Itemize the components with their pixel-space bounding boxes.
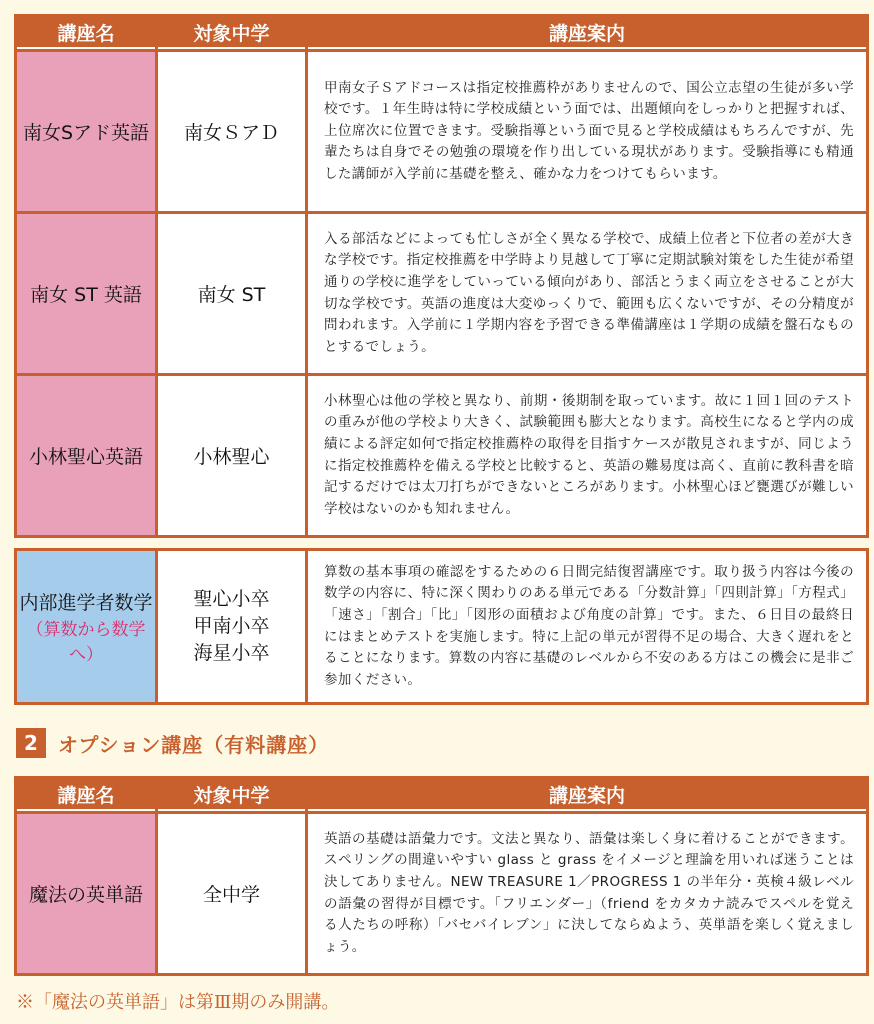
footnote: ※「魔法の英単語」は第Ⅲ期のみ開講。 [16,992,340,1013]
course-name: 南女Sアド英語 [17,52,155,211]
table-row [17,376,866,535]
school-name: 甲南小卒 [193,615,270,637]
math-course-description: 算数の基本事項の確認をするための６日間完結復習講座です。取り扱う内容は今後の数学の内容に、特に深く関わりのある単元である「分数計算」「四則計算」「方程式」「速さ」「割合」「比」「図形の面積および角度の計算」です。また、６日目の最終日にはまとめテストを実施します。特に上記の単元が習得不足の場合、大きく遅れをとることになります。算数の内容に基礎のレベルから不安のある方はこの機会に是非ご参加ください。 [308,551,866,702]
course-table [14,14,869,538]
math-target-schools [158,551,305,702]
option-course-table [14,776,869,976]
course-name: 南女 ST 英語 [17,214,155,373]
target-school: 全中学 [158,814,305,973]
course-description: 入る部活などによっても忙しさが全く異なる学校で、成績上位者と下位者の差が大きな学校です。指定校推薦を中学時より見越して丁寧に定期試験対策をした生徒が希望通りの学校に進学をしていっている傾向があり、部活とうまく両立をさせることが大切な学校です。英語の進度は大変ゆっくりで、範囲も広くないですが、その分精度が問われます。入学前に１学期内容を予習できる準備講座は１学期の成績を盤石なものとするでしょう。 [308,214,866,373]
target-school: 南女ＳアＤ [158,52,305,211]
table-row [17,52,866,211]
target-school: 南女 ST [158,214,305,373]
math-course-table [14,548,869,705]
math-course-name: 内部進学者数学 [19,592,153,614]
course-description: 甲南女子Ｓアドコースは指定校推薦枠がありませんので、国公立志望の生徒が多い学校です。１年生時は特に学校成績という面では、出題傾向をしっかりと把握すれば、上位席次に位置できます。受験指導という面で見ると学校成績はもちろんですが、先輩たちは自身でその勉強の環境を作り出している現状があります。受験指導にも精通した講師が入学前に基礎を整え、確かな力をつけてもらいます。 [308,52,866,211]
section-heading [16,728,329,758]
header-course-info: 講座案内 [308,17,866,49]
target-school: 小林聖心 [158,376,305,535]
course-description: 小林聖心は他の学校と異なり、前期・後期制を取っています。故に１回１回のテストの重みが他の学校より大きく、試験範囲も膨大となります。高校生になると学内の成績による評定如何で指定校推薦枠の取得を目指すケースが散見されますが、同じように指定校推薦枠を備える学校と比較すると、英語の難易度は高く、直前に教科書を暗記するだけでは太刀打ちができないところがあります。小林聖心ほど甕選びが難しい学校はないのかも知れません。 [308,376,866,535]
table-row [17,551,866,702]
course-description: 英語の基礎は語彙力です。文法と異なり、語彙は楽しく身に着けることができます。スペリングの間違いやすい glass と grass をイメージと理論を用いれば迷うことは決してありません。NEW TREASURE 1／PROGRESS 1 の半年分・英検４級レベルの語彙の習得が目標です。「フリエンダー」（friend をカタカナ読みでスペルを覚える人たちの呼称）「バセバイレブン」に決してならぬよう、英単語を楽しく覚えましょう。 [308,814,866,973]
school-name: 海星小卒 [193,642,270,664]
table-row [17,214,866,373]
school-name: 聖心小卒 [193,588,270,610]
header-target-school: 対象中学 [158,779,305,811]
table-row [17,814,866,973]
math-course-name-cell [17,551,155,702]
header-target-school: 対象中学 [158,17,305,49]
course-name: 魔法の英単語 [17,814,155,973]
course-name: 小林聖心英語 [17,376,155,535]
section-number: 2 [16,728,46,758]
header-course-name: 講座名 [17,17,155,49]
header-course-info: 講座案内 [308,779,866,811]
header-course-name: 講座名 [17,779,155,811]
table-header-row [17,17,866,49]
section-title: オプション講座（有料講座） [58,732,330,757]
math-course-subtitle: （算数から数学へ） [26,620,146,665]
table-header-row [17,779,866,811]
